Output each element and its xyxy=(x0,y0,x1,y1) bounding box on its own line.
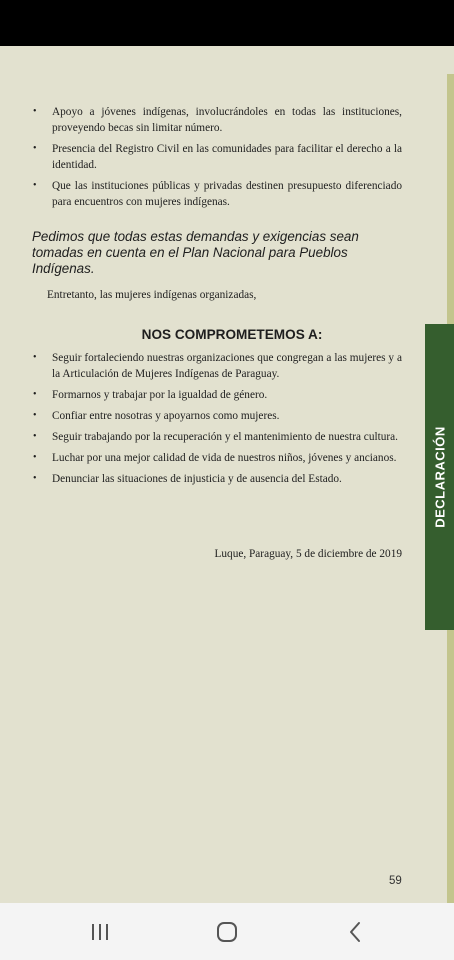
list-item: • Denunciar las situaciones de injusticia y de ausencia del Estado. xyxy=(33,473,342,485)
status-bar xyxy=(0,0,454,46)
commit-list-container xyxy=(32,350,402,492)
bullet-icon: • xyxy=(33,389,37,400)
list-item: • Seguir trabajando por la recuperación y el mantenimiento de nuestra cultura. xyxy=(33,431,398,443)
document-page[interactable] xyxy=(0,46,454,903)
list-item: • Que las instituciones públicas y privadas destinen presupuesto diferenciado para encuentros con mujeres indígenas. xyxy=(33,180,402,208)
commit-bullet-list xyxy=(32,350,402,487)
top-bullet-list-container xyxy=(32,104,402,215)
section-tab xyxy=(425,324,454,630)
bullet-icon: • xyxy=(33,352,37,363)
list-item: • Apoyo a jóvenes indígenas, involucrándoles en todas las instituciones, proveyendo becas sin limitar número. xyxy=(33,106,402,134)
commit-heading: NOS COMPROMETEMOS A: xyxy=(141,327,323,342)
back-button[interactable] xyxy=(325,903,385,960)
bullet-icon: • xyxy=(33,106,37,117)
list-item: • Luchar por una mejor calidad de vida de nuestros niños, jóvenes y ancianos. xyxy=(33,452,397,464)
bullet-icon: • xyxy=(33,410,37,421)
bullet-icon: • xyxy=(33,180,37,191)
bullet-icon: • xyxy=(33,473,37,484)
back-icon xyxy=(348,921,362,943)
list-item: • Seguir fortaleciendo nuestras organizaciones que congregan a las mujeres y a la Articulación de Mujeres Indígenas de Paraguay. xyxy=(33,352,402,380)
recent-apps-button[interactable] xyxy=(70,903,130,960)
home-icon xyxy=(216,921,238,943)
bullet-icon: • xyxy=(33,143,37,154)
list-item: • Formarnos y trabajar por la igualdad de género. xyxy=(33,389,268,401)
demand-paragraph: Pedimos que todas estas demandas y exigencias sean tomadas en cuenta en el Plan Nacional para Pueblos Indígenas. xyxy=(32,229,359,276)
bullet-icon: • xyxy=(33,452,37,463)
list-item: • Confiar entre nosotras y apoyarnos como mujeres. xyxy=(33,410,280,422)
home-button[interactable] xyxy=(197,903,257,960)
section-tab-label: DECLARACIÓN xyxy=(432,426,447,528)
place-date-signature: Luque, Paraguay, 5 de diciembre de 2019 xyxy=(214,548,402,560)
recent-apps-icon xyxy=(90,923,110,941)
page-number: 59 xyxy=(389,875,402,887)
list-item: • Presencia del Registro Civil en las comunidades para facilitar el derecho a la identidad. xyxy=(33,143,402,171)
system-nav-bar xyxy=(0,903,454,960)
top-bullet-list xyxy=(32,104,402,210)
bullet-icon: • xyxy=(33,431,37,442)
intro-line: Entretanto, las mujeres indígenas organizadas, xyxy=(47,289,257,301)
